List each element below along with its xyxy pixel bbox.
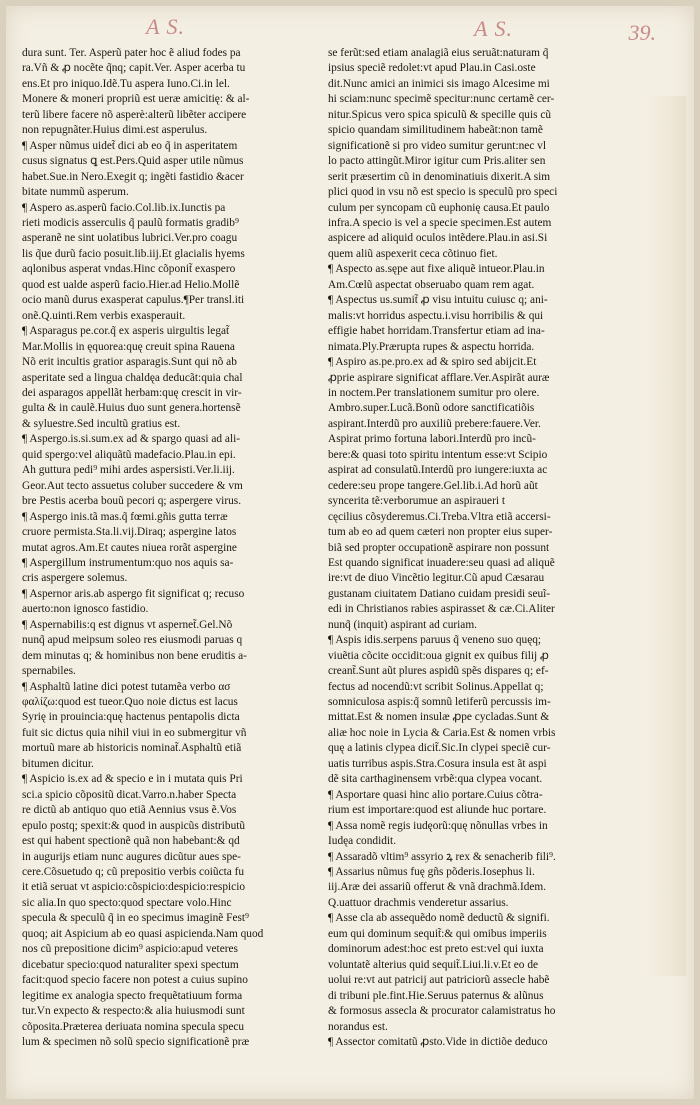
text-line: spicio quandam similitudinem habeãt:non tamẽ bbox=[328, 124, 543, 137]
text-line: Syrię in prouincia:quę hactenus pentapolis dicta bbox=[22, 711, 240, 724]
text-line: hi sciam:nunc specimẽ specitur:nunc certamẽ cer- bbox=[328, 93, 555, 106]
text-line: aspicere ad aliquid oculos intẽdere.Plau.in asi.Si bbox=[328, 232, 548, 245]
text-line: Am.Cœlũ aspectat obseruabo quam rem agat. bbox=[328, 278, 535, 291]
text-line: eum qui dominum sequit̃:& qui omibus imperiis bbox=[328, 927, 547, 940]
text-line: aliæ hoc noie in Lycia & Caria.Est & nomen vrbis bbox=[328, 726, 556, 739]
text-line: biã sed propter occupationẽ aspirare non possunt bbox=[328, 541, 550, 554]
text-line: ¶ Asphaltũ latine dici potest tutamẽa verbo ασ bbox=[22, 680, 231, 693]
text-line: cęcilius cõsyderemus.Ci.Treba.Vltra etiã accersi- bbox=[328, 510, 551, 523]
text-line: specula & speculũ q̃ in eo specimus imaginẽ Fest⁹ bbox=[22, 912, 250, 925]
text-line: nos cũ prepositione dicim⁹ aspicio:apud veteres bbox=[22, 943, 238, 956]
text-line: φαλίζω:quod est tueor.Quo noie dictus est lacus bbox=[22, 696, 238, 709]
folio-number: 39. bbox=[628, 20, 656, 45]
text-line: Est quando significat inuadere:seu quasi ad aliquẽ bbox=[328, 556, 555, 569]
text-line: mittat.Est & nomen insulæ ꝓpe cycladas.Sunt & bbox=[328, 711, 550, 724]
text-line: ¶ Aspero as.asperũ facio.Col.lib.ix.Iunctis pa bbox=[22, 201, 226, 214]
text-line: Mar.Mollis in ęquorea:quę creuit spina Rauena bbox=[22, 340, 235, 353]
text-line: ocio manũ durus exasperat capulus.¶Per transl.iti bbox=[22, 294, 245, 307]
text-line: ¶ Aspicio is.ex ad & specio e in i mutata quis Pri bbox=[22, 773, 243, 786]
text-line: dura sunt. Ter. Asperũ pater hoc ẽ aliud fodes pa bbox=[22, 47, 241, 59]
text-line: se ferũt:sed etiam analagiã eius seruãt:naturam q̃ bbox=[328, 47, 549, 59]
text-line: ¶ Aspergillum instrumentum:quo nos aquis sa- bbox=[22, 556, 234, 569]
text-line: cruore permista.Sta.li.vij.Diraq; aspergine latos bbox=[22, 526, 237, 539]
text-line: ¶ Asper nũmus uidet̃ dici ab eo q̃ in asperitatem bbox=[22, 139, 238, 152]
text-line: dẽ sita carthaginensem vrbẽ:qua clypea vocant. bbox=[328, 773, 543, 786]
text-line: voluntatẽ alterius quid sequit̃.Liui.li.v.Et eo de bbox=[328, 958, 539, 971]
text-line: creant̃.Sunt aũt plures aspidũ spẽs dispares q; ef- bbox=[328, 665, 549, 678]
text-line: est qui habent spectionẽ quã non habebant:& qd bbox=[22, 835, 240, 848]
text-line: quoq; ait Aspicium ab eo quasi aspicienda.Nam quod bbox=[22, 927, 264, 940]
text-line: lis q̃ue durũ facio posuit.lib.iij.Et glacialis hyems bbox=[22, 247, 245, 260]
text-line: rium est importare:quod est aliunde huc portare. bbox=[328, 804, 547, 817]
right-text-column bbox=[328, 46, 625, 1050]
text-line: ¶ Assaradõ vltim⁹ assyrio ꝝ rex & senacherib fili⁹. bbox=[328, 850, 556, 863]
running-head-left: A S. bbox=[146, 14, 186, 39]
text-line: uolui re:vt aut patricij aut patriciorũ assecle habẽ bbox=[328, 974, 550, 987]
text-line: ¶ Asparagus pe.cor.q̃ ex asperis uirgultis legat̃ bbox=[22, 325, 230, 338]
text-line: tum ab eo ad quem cæteri non propter eius super- bbox=[328, 526, 553, 539]
text-line: nitur.Spicus vero spica spiculũ & specille quis cũ bbox=[328, 108, 552, 121]
text-line: in noctem.Per translationem sumitur pro olere. bbox=[328, 386, 540, 399]
text-line: spernabiles. bbox=[22, 665, 76, 678]
text-line: ire:vt de diuo Vincẽtio legitur.Cũ apud Cæsarau bbox=[328, 572, 545, 585]
left-text-column bbox=[22, 46, 319, 1050]
text-line: it etiã seruat vt aspicio:cõspicio:despicio:respicio bbox=[22, 881, 246, 894]
text-line: Nõ erit incultis gratior asparagis.Sunt qui nõ ab bbox=[22, 356, 237, 369]
text-line: Ah guttura pedi⁹ mihi ardes aspersisti.Ver.li.iij. bbox=[22, 464, 235, 477]
text-line: malis:vt horridus aspectu.i.visu horribilis & qui bbox=[328, 309, 544, 322]
text-line: non repugnãter.Huius dimi.est asperulus. bbox=[22, 124, 208, 137]
text-line: ¶ Aspergo inis.tã mas.q̃ fœmi.gñis gutta terræ bbox=[22, 510, 228, 523]
text-line: quę a latinis clypea dicit̃.Sic.In clypei speciẽ cur- bbox=[328, 742, 551, 755]
text-line: tur.Vn expecto & respecto:& alia huiusmodi sunt bbox=[22, 1005, 245, 1018]
text-line: fectus ad nocendũ:vt scribit Solinus.Appellat q; bbox=[328, 680, 544, 693]
text-line: dei asparagos appellãt herbam:quę crescit in vir- bbox=[22, 386, 242, 399]
text-line: onẽ.Q.uinti.Rem verbis exasperauit. bbox=[22, 309, 186, 322]
text-line: Q.uattuor drachmis venderetur assarius. bbox=[328, 896, 509, 909]
text-line: terũ libere facere nõ asperè:alterũ libẽter accipere bbox=[22, 108, 247, 121]
text-line: rieti modicis asserculis q̃ paulũ formatis gradib⁹ bbox=[22, 216, 239, 229]
text-line: ¶ Aspergo.is.si.sum.ex ad & spargo quasi ad ali- bbox=[22, 433, 241, 446]
text-line: ꝓprie aspirare significat afflare.Ver.Aspirãt auræ bbox=[328, 371, 550, 384]
text-line: dominorum adest:hoc est preto est:vel qui iuxta bbox=[328, 943, 544, 956]
text-line: somniculosa aspis:q̃ somnũ letiferũ percussis im- bbox=[328, 696, 551, 709]
text-line: quod est ualde asperũ facio.Hier.ad Helio.Mollẽ bbox=[22, 278, 240, 291]
text-line: ipsius speciẽ redolet:vt apud Plau.in Casi.oste bbox=[328, 62, 536, 75]
text-line: bre Pestis acerba bouũ pecori q; aspergere virus. bbox=[22, 495, 242, 508]
page-edge-shading bbox=[646, 96, 686, 976]
text-line: plici quod in vsu nõ est specio is speculũ pro speci bbox=[328, 186, 558, 199]
text-line: habet.Sue.in Nero.Exegit q; ingẽti fastidio &acer bbox=[22, 170, 244, 183]
text-line: aspirant.Interdũ pro auxiliũ prebere:fauere.Ver. bbox=[328, 417, 541, 430]
text-line: ¶ Assa nomẽ regis iudęorũ:quę nõnullas vrbes in bbox=[328, 819, 548, 832]
text-line: sic alia.In quo specto:quod spectare volo.Hinc bbox=[22, 896, 232, 909]
text-line: dicebatur specio:quod naturaliter spexi spectum bbox=[22, 958, 239, 971]
text-line: aspirat ad consulatũ.Interdũ pro iungere:iuxta ac bbox=[328, 464, 548, 477]
text-line: uatis turribus aspis.Stra.Cosura insula est ãt aspi bbox=[328, 757, 547, 770]
book-page bbox=[6, 6, 694, 1099]
text-line: bitumen dicitur. bbox=[22, 757, 94, 770]
text-line: syncerita tẽ:verborumue an aspiraueri t bbox=[328, 495, 506, 508]
text-line: lum & specimen nõ solũ specio significationẽ præ bbox=[22, 1036, 250, 1048]
text-line: ¶ Aspiro as.pe.pro.ex ad & spiro sed abijcit.Et bbox=[328, 356, 537, 369]
text-line: ¶ Aspernor aris.ab aspergo fit significat q; recuso bbox=[22, 587, 245, 600]
text-line: bitate nummũ asperum. bbox=[22, 186, 129, 199]
text-line: significationẽ si pro video sumitur gerunt:nec vl bbox=[328, 139, 547, 152]
text-line: legitime ex analogia specto frequẽtatiuum forma bbox=[22, 989, 243, 1002]
text-line: asperanẽ ne sint uolatibus lubrici.Ver.pro coagu bbox=[22, 232, 238, 245]
text-line: lo pacto attingũt.Miror igitur cum Pris.aliter sen bbox=[328, 155, 546, 168]
text-line: gustanam ciuitatem Datiano cuidam presidi seuĩ- bbox=[328, 587, 551, 600]
text-line: Aspirat primo fortuna labori.Interdũ pro incũ- bbox=[328, 433, 536, 446]
text-line: fuit sic dictus quia nihil viui in eo submergitur vñ bbox=[22, 726, 247, 739]
text-line: nunq̃ apud meipsum soleo res eiusmodi paruas q bbox=[22, 634, 243, 647]
text-line: mortuũ mare ab historicis nominat̃.Asphaltũ etiã bbox=[22, 742, 242, 755]
text-line: Iudęa condidit. bbox=[328, 835, 397, 848]
text-line: nunq̃ (inquit) aspirant ad curiam. bbox=[328, 618, 478, 631]
text-line: cedere:seu prope tangere.Gel.lib.i.Ad horũ aũt bbox=[328, 479, 538, 492]
text-line: iij.Aræ dei assariũ offerut & vnã drachmã.Idem. bbox=[328, 881, 547, 894]
text-line: gulta & in caulẽ.Huius duo sunt genera.hortensẽ bbox=[22, 402, 241, 415]
text-line: aqlonibus asperat vndas.Hinc cõponit̃ exaspero bbox=[22, 263, 236, 276]
text-line: Monere & moneri propriũ est ueræ amicitię: & al- bbox=[22, 93, 250, 106]
text-line: ¶ Assarius nũmus fuę gñs põderis.Iosephus li. bbox=[328, 866, 535, 879]
text-line: Geor.Aut tecto assuetus coluber succedere & vm bbox=[22, 479, 243, 492]
text-line: mutat agros.Am.Et cautes niuea rorãt aspergine bbox=[22, 541, 237, 554]
text-line: viuẽtia cõcite occidit:oua gignit ex quibus filij ꝓ bbox=[328, 649, 549, 662]
text-line: ¶ Aspis idis.serpens paruus q̃ veneno suo quęq; bbox=[328, 634, 542, 647]
text-line: quid spergo:vel aliquãtũ madefacio.Plau.in epi. bbox=[22, 448, 236, 461]
text-line: in augurijs etiam nunc augures dicũtur aues spe- bbox=[22, 850, 241, 863]
text-line: culum per syncopam cũ euphonię causa.Et paulo bbox=[328, 201, 550, 214]
text-line: edi in Christianos rabies aspirasset & cæ.Ci.Aliter bbox=[328, 603, 555, 616]
text-line: ¶ Asportare quasi hinc alio portare.Cuius cõtra- bbox=[328, 788, 543, 801]
text-line: dem minutas q; & hominibus non bene eruditis a- bbox=[22, 649, 247, 662]
text-line: norandus est. bbox=[328, 1020, 388, 1033]
running-head-right: A S. bbox=[474, 16, 514, 41]
text-line: ¶ Assector comitatũ ꝓsto.Vide in dictiõe deduco bbox=[328, 1036, 548, 1048]
text-line: facit:quod specio facere non potest a cuius supino bbox=[22, 974, 248, 987]
text-line: serit præsertim cũ in denominatiuis dixerit.A sim bbox=[328, 170, 551, 183]
text-line: re dictũ ab antiquo quo etiã Aennius vsus ẽ.Vos bbox=[22, 804, 237, 817]
text-line: & syluestre.Sed incultũ gratius est. bbox=[22, 417, 181, 430]
text-line: infra.A specio is vel a specie specimen.Est autem bbox=[328, 216, 552, 229]
text-line: ens.Et pro iniquo.Idẽ.Tu aspera Iuno.Ci.in lel. bbox=[22, 77, 230, 90]
text-line: ¶ Aspernabilis:q est dignus vt aspernet̃.Gel.Nõ bbox=[22, 618, 233, 631]
text-line: auerto:non ignosco fastidio. bbox=[22, 603, 149, 616]
text-line: di tribuni ple.fint.Hie.Seruus paternus & alũnus bbox=[328, 989, 544, 1002]
text-line: ¶ Asse cla ab assequẽdo nomẽ deductũ & signifi. bbox=[328, 912, 550, 925]
text-line: ¶ Aspectus us.sumit̃ ꝓ visu intuitu cuiusc q; ani- bbox=[328, 294, 548, 307]
text-line: cere.Cõsuetudo q; cũ prepositio verbis coiũcta fu bbox=[22, 866, 245, 879]
text-line: sci.a spicio cõpositũ dicat.Varro.n.haber Specta bbox=[22, 788, 237, 801]
text-line: quem aliũ aspexerit ceca cõtinuo fiet. bbox=[328, 247, 498, 260]
text-line: & formosus assecla & procurator calamistratus ho bbox=[328, 1005, 556, 1018]
text-line: cõposita.Præterea deriuata nomina specula specu bbox=[22, 1020, 245, 1033]
text-line: cris aspergere solemus. bbox=[22, 572, 128, 585]
text-line: dit.Nunc amici an inimici sis imago Alcesime mi bbox=[328, 77, 550, 90]
text-line: bere:& quasi toto spiritu intentum esse:vt Scipio bbox=[328, 448, 548, 461]
text-line: ra.Vñ & ꝓ nocẽte q̃nq; capit.Ver. Asper acerba tu bbox=[22, 62, 246, 75]
text-line: nimata.Ply.Prærupta rupes & aspectu horrida. bbox=[328, 340, 535, 353]
text-line: Ambro.super.Lucã.Bonũ odore sanctificatiõis bbox=[328, 402, 535, 415]
text-line: epulo postq; spexit:& quod in auspicũs distributũ bbox=[22, 819, 246, 832]
text-line: asperitate sed a lingua chaldęa deducãt:quia chal bbox=[22, 371, 243, 384]
text-line: cusus signatus ꝗ est.Pers.Quid asper utile nũmus bbox=[22, 155, 244, 168]
text-line: effigie habet horridam.Transfertur etiam ad ina- bbox=[328, 325, 545, 338]
text-line: ¶ Aspecto as.sępe aut fixe aliquẽ intueor.Plau.in bbox=[328, 263, 545, 276]
